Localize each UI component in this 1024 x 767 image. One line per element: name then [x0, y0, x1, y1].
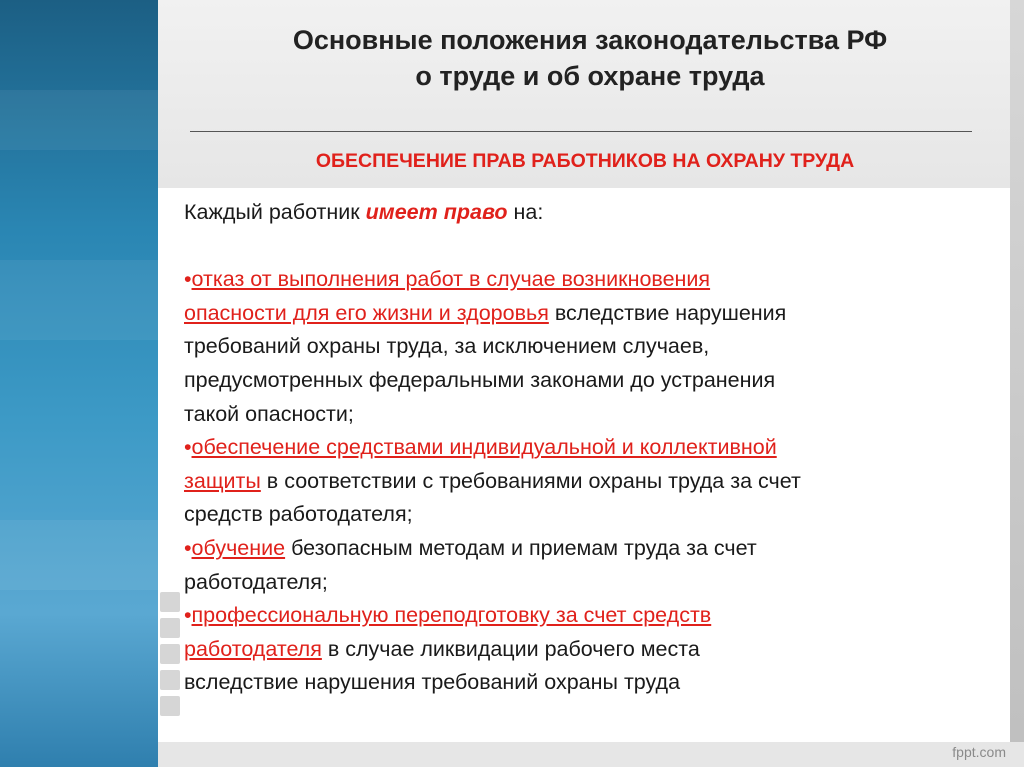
item-highlight: обучение	[191, 535, 286, 560]
list-item	[184, 263, 994, 431]
item-highlight: обеспечение средствами индивидуальной и коллективной	[191, 435, 777, 460]
intro-text: Каждый работник	[184, 200, 366, 224]
list-item	[184, 532, 994, 599]
slide-title	[190, 22, 990, 94]
bullet: •	[184, 435, 192, 460]
slide-body	[184, 196, 994, 700]
bullet: •	[184, 267, 192, 292]
bullet: •	[184, 535, 192, 560]
intro-emphasis: имеет право	[365, 200, 508, 224]
footer-strip	[158, 742, 1024, 767]
item-text: работодателя;	[184, 569, 328, 594]
item-highlight: отказ от выполнения работ в случае возникновения	[191, 267, 711, 292]
list-item	[184, 431, 994, 532]
slide-subtitle: ОБЕСПЕЧЕНИЕ ПРАВ РАБОТНИКОВ НА ОХРАНУ ТРУДА	[315, 150, 855, 172]
intro-line	[184, 196, 994, 230]
title-divider	[190, 131, 972, 132]
bullet: •	[184, 603, 192, 628]
intro-tail: на:	[507, 200, 544, 224]
item-text: средств работодателя;	[184, 502, 413, 527]
left-decorative-panel	[0, 0, 158, 767]
watermark: fppt.com	[952, 744, 1006, 760]
title-line-1: Основные положения законодательства РФ	[292, 25, 888, 55]
item-highlight: защиты	[184, 468, 261, 493]
item-text: вследствие нарушения требований охраны труда	[184, 670, 681, 695]
item-text: в случае ликвидации рабочего места	[321, 636, 700, 661]
item-text: такой опасности;	[184, 401, 354, 426]
item-text: вследствие нарушения	[548, 300, 787, 325]
decorative-squares	[156, 592, 184, 742]
item-highlight: опасности для его жизни и здоровья	[184, 300, 549, 325]
item-text: предусмотренных федеральными законами до устранения	[184, 367, 776, 392]
item-highlight: работодателя	[184, 636, 322, 661]
item-highlight: профессиональную переподготовку за счет средств	[191, 603, 712, 628]
right-edge-decoration	[1010, 0, 1024, 767]
title-line-2: о труде и об охране труда	[415, 61, 765, 91]
item-text: в соответствии с требованиями охраны труда за счет	[260, 468, 801, 493]
list-item	[184, 599, 994, 700]
item-text: безопасным методам и приемам труда за счет	[285, 535, 757, 560]
item-text: требований охраны труда, за исключением случаев,	[184, 334, 710, 359]
